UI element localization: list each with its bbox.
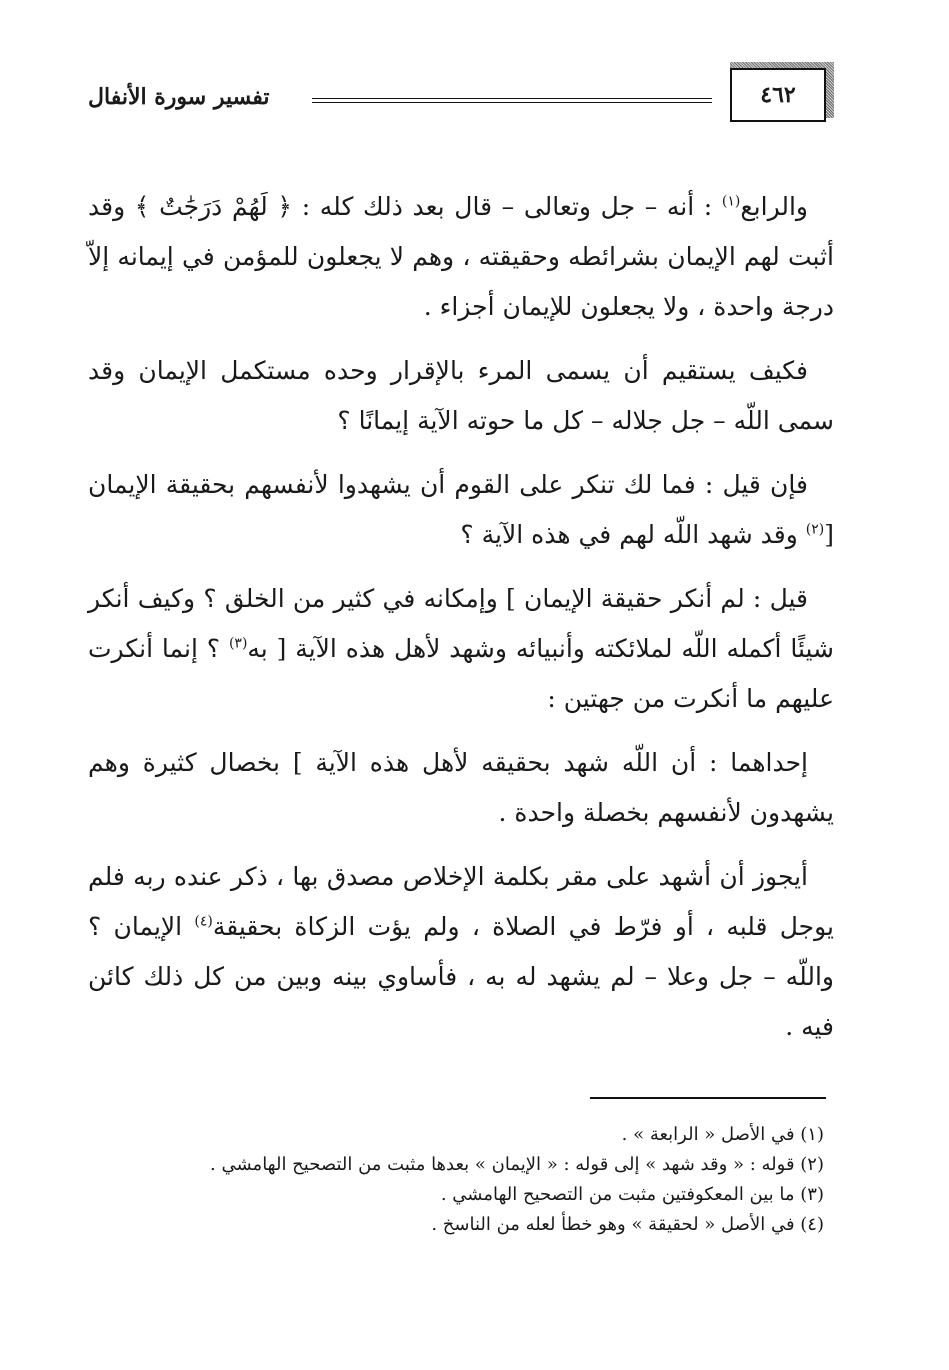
paragraph-text: الإيمان ؟ واللّه – جل وعلا – لم يشهد له به ، فأساوي بينه وبين من كل ذلك كائن فيه . <box>88 912 834 1041</box>
paragraph-text: إحداهما : أن اللّه شهد بحقيقه لأهل هذه الآية ] بخصال كثيرة وهم يشهدون لأنفسهم بخصلة واحدة . <box>88 748 834 827</box>
footnote: (١) في الأصل « الرابعة » . <box>621 1124 824 1145</box>
paragraph <box>88 182 834 332</box>
footnote: (٢) قوله : « وقد شهد » إلى قوله : « الإيمان » بعدها مثبت من التصحيح الهامشي . <box>210 1154 824 1175</box>
paragraph-text: وقد شهد اللّه لهم في هذه الآية ؟ <box>460 520 806 549</box>
paragraph <box>88 852 834 1052</box>
paragraph-text: : أنه – جل وتعالى – قال بعد ذلك كله : ﴿ لَهُمْ دَرَجَٰتٌ ﴾ وقد أثبت لهم الإيمان بشرائطه وحقيقته ، وهم لا يجعلون للمؤمن في إيمانه إلاّ درجة واحدة ، ولا يجعلون للإيمان أجزاء . <box>88 192 834 321</box>
page-number: ٤٦٢ <box>730 68 826 122</box>
header-rule <box>312 98 712 103</box>
paragraph-text: فكيف يستقيم أن يسمى المرء بالإقرار وحده مستكمل الإيمان وقد سمى اللّه – جل جلاله – كل ما حوته الآية إيمانًا ؟ <box>88 356 834 435</box>
paragraph <box>88 346 834 446</box>
page-header <box>88 62 834 132</box>
paragraph <box>88 460 834 560</box>
page-number-box <box>722 62 834 124</box>
running-title: تفسير سورة الأنفال <box>88 84 270 110</box>
footnote-marker: (١) <box>721 193 741 210</box>
footnote: (٣) ما بين المعكوفتين مثبت من التصحيح الهامشي . <box>440 1184 824 1205</box>
footnote-marker: (٢) <box>805 521 825 538</box>
paragraph-text: فإن قيل : فما لك تنكر على القوم أن يشهدوا لأنفسهم بحقيقة الإيمان [ <box>88 470 834 549</box>
footnote: (٤) في الأصل « لحقيقة » وهو خطأ لعله من الناسخ . <box>431 1214 824 1235</box>
paragraph <box>88 738 834 838</box>
footnotes <box>88 1120 824 1240</box>
paragraph <box>88 574 834 724</box>
footnote-marker: (٤) <box>194 913 213 930</box>
paragraph-text: أيجوز أن أشهد على مقر بكلمة الإخلاص مصدق بها ، ذكر عنده ربه فلم يوجل قلبه ، أو فرّط في الصلاة ، ولم يؤت الزكاة بحقيقة <box>88 862 834 941</box>
paragraph-text: ؟ إنما أنكرت عليهم ما أنكرت من جهتين : <box>88 634 834 713</box>
footnote-marker: (٣) <box>228 635 248 652</box>
body-text <box>88 182 834 1066</box>
paragraph-text: والرابع <box>740 192 808 221</box>
paragraph-text: قيل : لم أنكر حقيقة الإيمان ] وإمكانه في كثير من الخلق ؟ وكيف أنكر شيئًا أكمله اللّه لملائكته وأنبيائه وشهد لأهل هذه الآية [ به <box>88 584 834 663</box>
footnote-separator <box>590 1097 826 1099</box>
